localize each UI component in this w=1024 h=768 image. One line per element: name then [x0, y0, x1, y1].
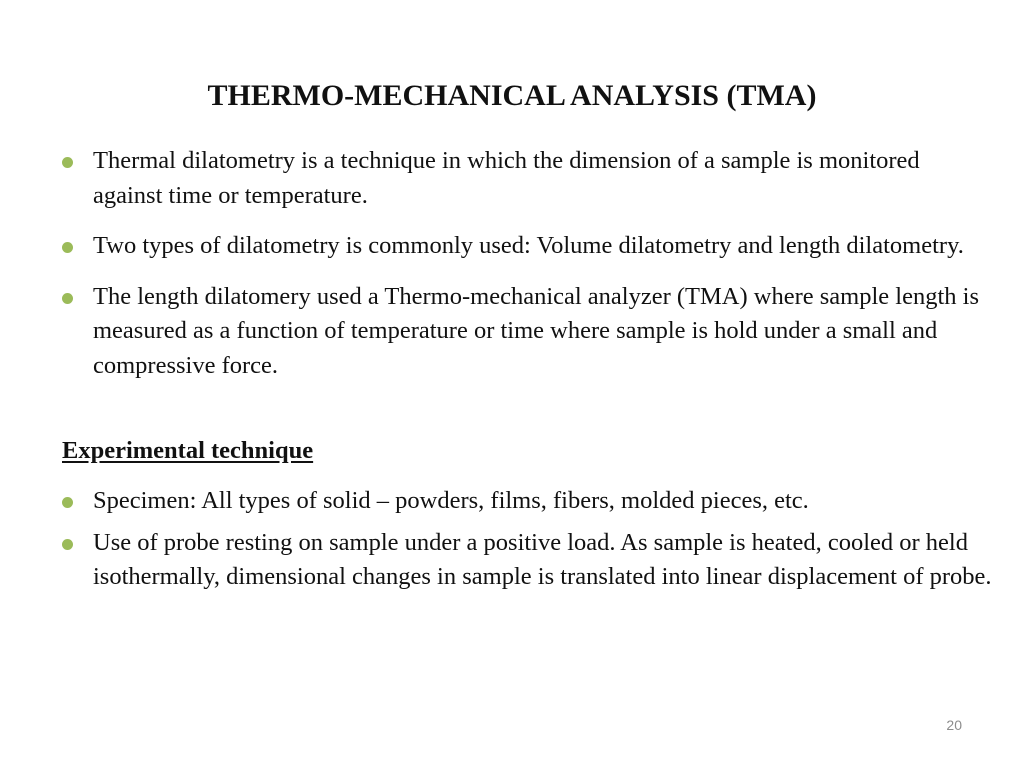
- bullet-text: Two types of dilatometry is commonly used: Volume dilatometry and length dilatometry.: [93, 232, 964, 259]
- page-number: 20: [946, 717, 962, 733]
- bullet-dot-icon: [62, 157, 73, 168]
- list-item: [62, 526, 992, 595]
- list-item: [62, 484, 992, 519]
- section-subheading: Experimental technique: [62, 437, 314, 464]
- list-item: [62, 229, 992, 264]
- bullet-text: Thermal dilatometry is a technique in which the dimension of a sample is monitored against time or temperature.: [93, 147, 920, 209]
- bullet-text: Use of probe resting on sample under a positive load. As sample is heated, cooled or held isothermally, dimensional changes in sample is translated into linear displacement of probe.: [93, 528, 992, 590]
- bullet-dot-icon: [62, 497, 73, 508]
- list-item: [62, 280, 992, 384]
- bullet-text: Specimen: All types of solid – powders, films, fibers, molded pieces, etc.: [93, 487, 809, 514]
- bullet-text: The length dilatomery used a Thermo-mechanical analyzer (TMA) where sample length is measured as a function of temperature or time where sample is hold under a small and compressive force.: [93, 282, 979, 379]
- intro-bullet-list: [62, 144, 992, 399]
- slide-title: THERMO-MECHANICAL ANALYSIS (TMA): [207, 79, 817, 112]
- technique-bullet-list: [62, 484, 992, 602]
- bullet-dot-icon: [62, 293, 73, 304]
- list-item: [62, 144, 992, 213]
- bullet-dot-icon: [62, 242, 73, 253]
- bullet-dot-icon: [62, 539, 73, 550]
